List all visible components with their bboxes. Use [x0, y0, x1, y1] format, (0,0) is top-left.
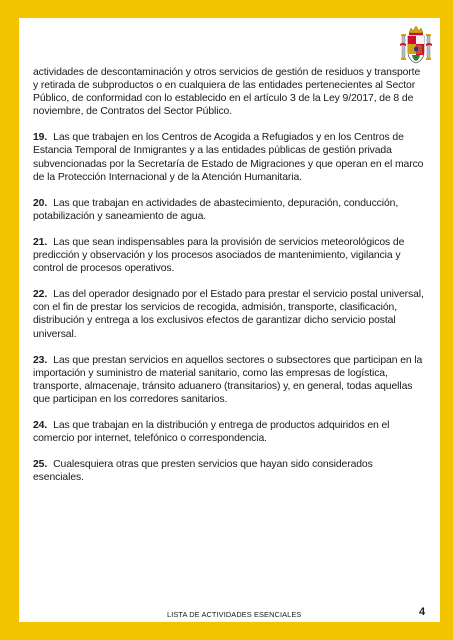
item-number: 21.: [33, 236, 48, 248]
continuation-paragraph: actividades de descontaminación y otros servicios de gestión de residuos y transporte y retirada de subproductos o en cualquiera de las entidades pertenecientes al Sector Público, de conformidad con lo establecido en el artículo 3 de la Ley 9/2017, de 8 de noviembre, de Contratos del Sector Público.: [33, 67, 421, 118]
item-text: Cualesquiera otras que presten servicios que hayan sido considerados esenciales.: [33, 459, 373, 484]
list-item-23: [33, 354, 426, 406]
document-page: [19, 18, 440, 622]
list-item-25: [33, 458, 426, 484]
item-text: Las del operador designado por el Estado para prestar el servicio postal universal, con el fin de prestar los servicios de recogida, admisión, transporte, clasificación, distribución y entrega a los exclusivos efectos de garantizar dicho servicio postal universal.: [33, 289, 424, 340]
item-number: 24.: [33, 419, 48, 431]
item-text: Las que trabajen en los Centros de Acogida a Refugiados y en los Centros de Estancia Temporal de Inmigrantes y a las entidades públicas de gestión privada subvencionadas por la Secretaría de Estado de Migraciones y que operan en el marco de la Protección Internacional y de la Atención Humanitaria.: [33, 132, 424, 183]
coat-of-arms-icon: [399, 24, 433, 66]
page-number: 4: [419, 606, 426, 618]
item-number: 19.: [33, 132, 48, 144]
item-number: 23.: [33, 354, 48, 366]
item-text: Las que prestan servicios en aquellos sectores o subsectores que participan en la importación y suministro de material sanitario, como las empresas de logística, transporte, almacenaje, tránsito aduanero (transitarios) y, en general, todas aquellas que participan en los corredores sanitarios.: [33, 354, 423, 405]
item-number: 25.: [33, 459, 48, 471]
item-number: 20.: [33, 197, 48, 209]
list-item-22: [33, 288, 426, 340]
footer-label: LISTA DE ACTIVIDADES ESENCIALES: [167, 610, 302, 619]
document-body: [33, 66, 426, 497]
item-text: Las que trabajan en la distribución y entrega de productos adquiridos en el comercio por internet, telefónico o correspondencia.: [33, 419, 390, 445]
item-text: Las que trabajan en actividades de abastecimiento, depuración, conducción, potabilización y saneamiento de agua.: [33, 197, 399, 222]
list-item-21: [33, 236, 426, 275]
list-item-19: [33, 131, 426, 183]
item-text: Las que sean indispensables para la provisión de servicios meteorológicos de predicción y observación y los procesos asociados de mantenimiento, vigilancia y control de procesos operativos.: [33, 236, 405, 275]
list-item-24: [33, 419, 426, 445]
item-number: 22.: [33, 289, 48, 301]
list-item-20: [33, 197, 426, 223]
